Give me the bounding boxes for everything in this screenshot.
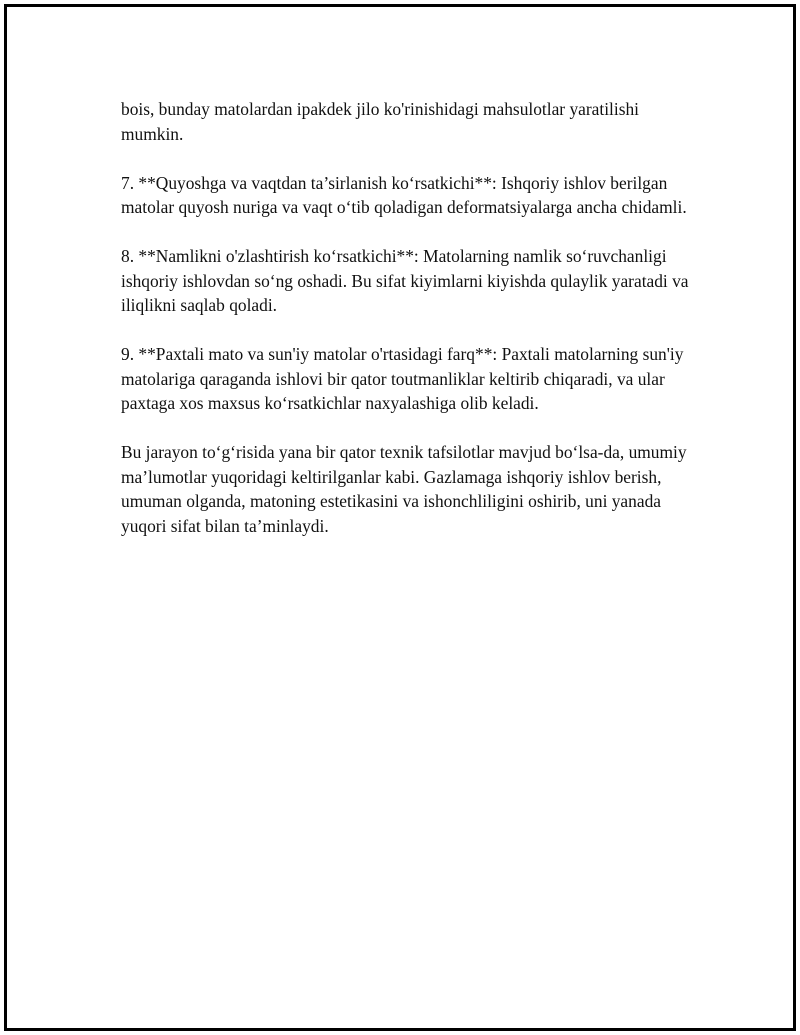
paragraph-conclusion: Bu jarayon to‘g‘risida yana bir qator texnik tafsilotlar mavjud bo‘lsa-da, umumiy ma’lumotlar yuqoridagi keltirilganlar kabi. Gazlamaga ishqoriy ishlov berish, umuman olganda, matoning estetikasini va ishonchliligini oshirib, uni yanada yuqori sifat bilan ta’minlaydi. — [121, 442, 687, 536]
paragraph-item-9: 9. **Paxtali mato va sun'iy matolar o'rtasidagi farq**: Paxtali matolarning sun'iy matolariga qaraganda ishlovi bir qator toutmanliklar keltirib chiqaradi, va ular paxtaga xos maxsus ko‘rsatkichlar naxyalashiga olib keladi. — [121, 344, 684, 413]
document-body — [121, 97, 701, 563]
paragraph-item-8: 8. **Namlikni o'zlashtirish ko‘rsatkichi**: Matolarning namlik so‘ruvchanligi ishqoriy ishlovdan so‘ng oshadi. Bu sifat kiyimlarni kiyishda qulaylik yaratadi va iliqlikni saqlab qoladi. — [121, 246, 689, 315]
page-frame — [4, 4, 796, 1031]
paragraph-continuation: bois, bunday matolardan ipakdek jilo ko'rinishidagi mahsulotlar yaratilishi mumkin. — [121, 99, 639, 144]
paragraph-item-7: 7. **Quyoshga va vaqtdan ta’sirlanish ko‘rsatkichi**: Ishqoriy ishlov berilgan matolar quyosh nuriga va vaqt o‘tib qoladigan deformatsiyalarga ancha chidamli. — [121, 172, 687, 217]
